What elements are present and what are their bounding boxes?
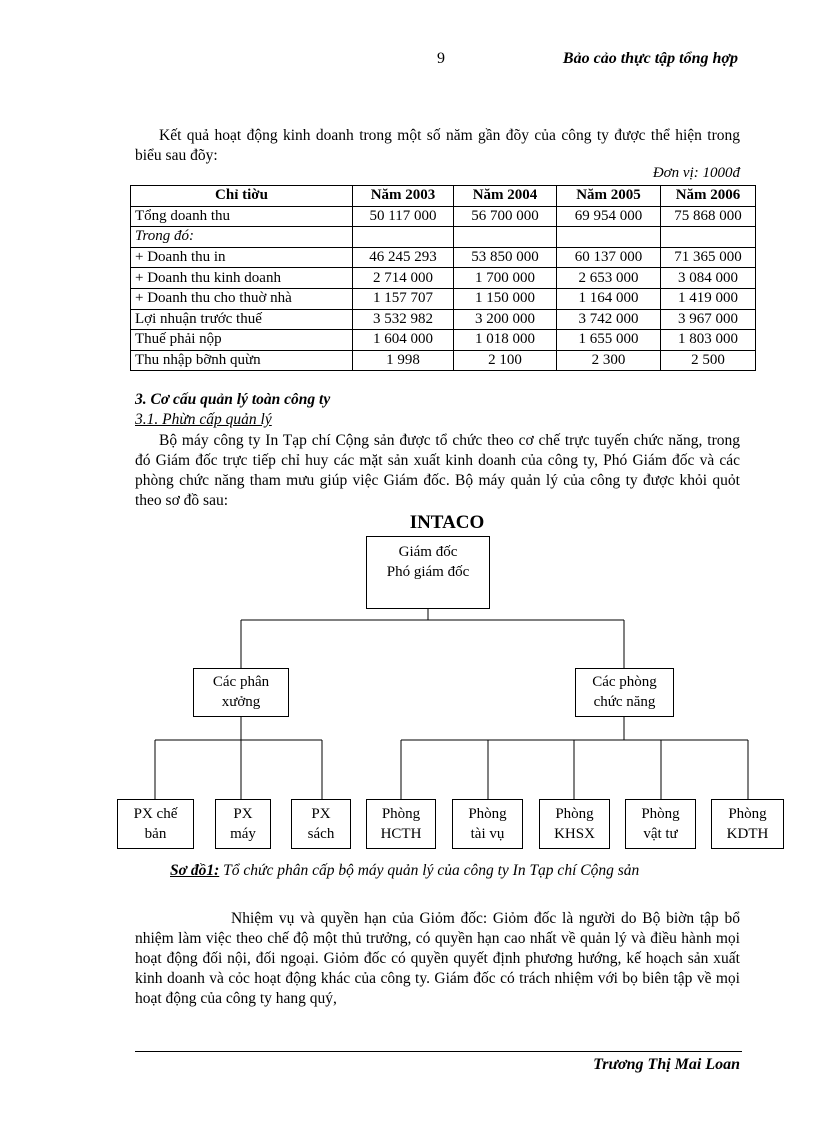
- table-cell: 69 954 000: [557, 206, 661, 227]
- table-cell: 2 500: [661, 350, 756, 371]
- org-box-hcth: [366, 799, 436, 849]
- table-header: Năm 2003: [353, 186, 454, 207]
- table-cell: 1 998: [353, 350, 454, 371]
- table-cell: 3 084 000: [661, 268, 756, 289]
- org-box-line: KDTH: [726, 826, 769, 842]
- table-cell: 1 700 000: [454, 268, 557, 289]
- table-cell: 1 655 000: [557, 330, 661, 351]
- table-header: Năm 2005: [557, 186, 661, 207]
- table-cell: + Doanh thu in: [131, 247, 353, 268]
- table-cell: Thuế phải nộp: [131, 330, 353, 351]
- org-box-line: vật tư: [643, 826, 678, 842]
- table-header: Chỉ tiờu: [131, 186, 353, 207]
- org-box-line: PX: [311, 806, 331, 822]
- org-box-line: bản: [144, 826, 167, 842]
- subsection-title: 3.1. Phừn cấp quản lý: [135, 411, 272, 428]
- org-box-kdth: [711, 799, 784, 849]
- table-cell: 1 604 000: [353, 330, 454, 351]
- org-box-line: sách: [307, 826, 335, 842]
- intro-text: Kết quả hoạt động kinh doanh trong một số năm gần đõy của công ty được thể hiện trong biểu sau đõy:: [135, 127, 740, 164]
- org-box-line: xưởng: [221, 694, 261, 710]
- table-cell: 53 850 000: [454, 247, 557, 268]
- table-cell: 56 700 000: [454, 206, 557, 227]
- org-box-line: Phòng: [555, 806, 594, 822]
- org-box-tai-vu: [452, 799, 523, 849]
- table-cell: + Doanh thu kinh doanh: [131, 268, 353, 289]
- table-cell: 2 100: [454, 350, 557, 371]
- table-cell: 60 137 000: [557, 247, 661, 268]
- org-box-line: PX chế: [133, 806, 178, 822]
- table-cell: 3 200 000: [454, 309, 557, 330]
- org-box-departments: [575, 668, 674, 717]
- org-box-px-sach: [291, 799, 351, 849]
- page-number: 9: [437, 50, 445, 67]
- table-cell: + Doanh thu cho thuờ nhà: [131, 288, 353, 309]
- table-cell: 1 150 000: [454, 288, 557, 309]
- table-cell: 71 365 000: [661, 247, 756, 268]
- table-cell: 1 018 000: [454, 330, 557, 351]
- table-cell: 75 868 000: [661, 206, 756, 227]
- table-cell: 2 300: [557, 350, 661, 371]
- org-box-workshops: [193, 668, 289, 717]
- table-cell: 2 653 000: [557, 268, 661, 289]
- table-cell: 1 419 000: [661, 288, 756, 309]
- table-cell: 1 803 000: [661, 330, 756, 351]
- org-box-line: PX: [233, 806, 253, 822]
- org-box-line: Giám đốc: [398, 544, 458, 560]
- caption-label: Sơ đồ1:: [170, 862, 220, 879]
- org-chart-title: INTACO: [409, 512, 485, 533]
- caption-text: Tổ chức phân cấp bộ máy quản lý của công ty In Tạp chí Cộng sản: [223, 862, 640, 879]
- org-box-khsx: [539, 799, 610, 849]
- org-box-px-che-ban: [117, 799, 194, 849]
- diagram-caption: [170, 862, 639, 880]
- org-box-line: Các phòng: [592, 674, 657, 690]
- table-cell: 1 157 707: [353, 288, 454, 309]
- section-title: 3. Cơ cấu quản lý toàn công ty: [135, 391, 331, 408]
- table-header: Năm 2006: [661, 186, 756, 207]
- org-box-px-may: [215, 799, 271, 849]
- org-box-director: [366, 536, 490, 609]
- org-box-vat-tu: [625, 799, 696, 849]
- org-box-line: Các phân: [212, 674, 270, 690]
- org-box-line: Phó giám đốc: [386, 564, 470, 580]
- table-cell: Trong đó:: [131, 227, 353, 248]
- table-cell: 46 245 293: [353, 247, 454, 268]
- table-cell: 1 164 000: [557, 288, 661, 309]
- structure-text: Bộ máy công ty In Tạp chí Cộng sản được tổ chức theo cơ chế trực tuyến chức năng, trong đó Giám đốc trực tiếp chỉ huy các mặt sản xuất kinh doanh của công ty, Phó Giám đốc và các phòng chức năng tham mưu giúp việc Giám đốc. Bộ máy quản lý của công ty được khỏi quỏt theo sơ đồ sau:: [135, 432, 740, 509]
- table-cell: 2 714 000: [353, 268, 454, 289]
- table-cell: Lợi nhuận trước thuế: [131, 309, 353, 330]
- org-box-line: Phòng: [728, 806, 767, 822]
- table-cell: 3 532 982: [353, 309, 454, 330]
- table-cell: 3 742 000: [557, 309, 661, 330]
- org-box-line: chức năng: [593, 694, 656, 710]
- director-duties-text: Nhiệm vụ và quyền hạn của Giỏm đốc: Giỏm đốc là người do Bộ biờn tập bổ nhiệm làm việc theo chế độ một thủ trưởng, có quyền hạn cao nhất về quản lý và điều hành mọi hoạt động đối nội, đối ngoại. Giỏm đốc có quyền quyết định phương hướng, kế hoạch sản xuất kinh doanh và cỏc hoạt động khác của công ty. Giám đốc có trách nhiệm với bọ biên tập về mọi hoạt động của công ty hang quý,: [135, 910, 740, 1007]
- unit-label: Đơn vị: 1000đ: [652, 165, 740, 181]
- org-box-line: Phòng: [641, 806, 680, 822]
- org-box-line: máy: [230, 826, 256, 842]
- footer-divider: [135, 1051, 742, 1052]
- table-cell: 3 967 000: [661, 309, 756, 330]
- org-box-line: tài vụ: [470, 826, 505, 842]
- footer-author: Trương Thị Mai Loan: [593, 1056, 740, 1073]
- director-duties-paragraph: [135, 909, 740, 1009]
- org-box-line: HCTH: [380, 826, 422, 842]
- table-cell: 50 117 000: [353, 206, 454, 227]
- org-box-line: Phòng: [468, 806, 507, 822]
- org-box-line: Phòng: [381, 806, 421, 822]
- org-box-line: KHSX: [554, 826, 595, 842]
- table-cell: Thu nhập bỡnh quừn: [131, 350, 353, 371]
- header-title: Bảo cảo thực tập tổng hợp: [562, 50, 738, 67]
- table-header: Năm 2004: [454, 186, 557, 207]
- table-cell: Tổng doanh thu: [131, 206, 353, 227]
